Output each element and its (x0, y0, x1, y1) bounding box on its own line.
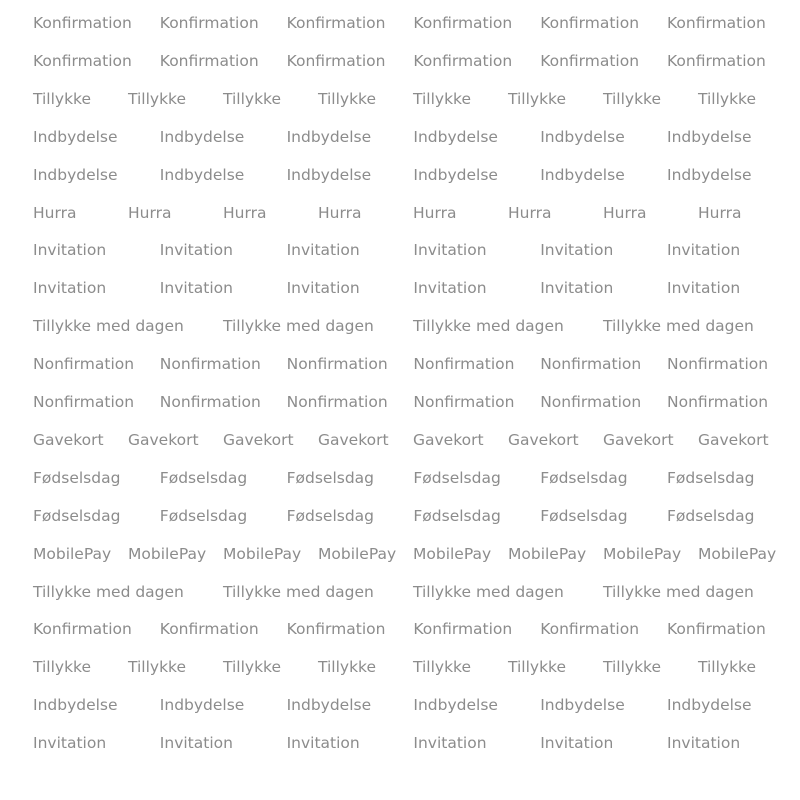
pattern-word: Konfirmation (667, 620, 766, 639)
pattern-word: Konfirmation (413, 620, 513, 639)
pattern-word: Konfirmation (413, 14, 513, 32)
pattern-word: Tillykke (698, 89, 757, 108)
pattern-word: Konfirmation (667, 51, 766, 70)
pattern-word: Invitation (413, 734, 487, 753)
pattern-word: Fødselsdag (286, 506, 375, 525)
pattern-word: Fødselsdag (667, 468, 755, 487)
pattern-word: Konfirmation (159, 51, 259, 70)
pattern-word: Tillykke (508, 658, 567, 677)
pattern-word: Gavekort (698, 430, 769, 449)
word-row (0, 506, 800, 544)
pattern-word: Fødselsdag (159, 506, 248, 525)
pattern-word: Hurra (128, 203, 172, 222)
pattern-word: Invitation (413, 279, 487, 298)
pattern-word: MobilePay (33, 544, 112, 563)
pattern-word: Tillykke (698, 658, 757, 677)
pattern-word: Hurra (698, 203, 742, 222)
pattern-word: Fødselsdag (33, 506, 121, 525)
pattern-word: Tillykke med dagen (413, 317, 564, 336)
pattern-word: Indbydelse (286, 696, 372, 715)
pattern-word: Fødselsdag (286, 468, 375, 487)
pattern-word: Nonfirmation (667, 393, 769, 411)
pattern-word: Hurra (508, 203, 552, 222)
word-row (0, 127, 800, 165)
pattern-word: Hurra (318, 203, 362, 222)
pattern-word: Nonfirmation (33, 355, 135, 374)
word-row (0, 240, 800, 278)
pattern-word: Invitation (159, 279, 233, 298)
pattern-word: Gavekort (33, 430, 104, 449)
pattern-word: Invitation (159, 734, 233, 753)
pattern-word: Nonfirmation (286, 355, 388, 374)
word-row (0, 89, 800, 127)
pattern-word: Fødselsdag (540, 468, 628, 487)
pattern-word: Gavekort (508, 430, 579, 449)
pattern-word: Konfirmation (33, 620, 132, 639)
pattern-word: Invitation (286, 241, 360, 260)
pattern-word: Hurra (603, 203, 647, 222)
pattern-word: Indbydelse (540, 696, 625, 715)
pattern-word: Hurra (33, 203, 77, 222)
pattern-word: Nonfirmation (159, 393, 261, 411)
pattern-word: Invitation (540, 241, 614, 260)
pattern-word: Konfirmation (33, 51, 132, 70)
word-row (0, 468, 800, 506)
pattern-word: Gavekort (603, 430, 674, 449)
pattern-word: Konfirmation (286, 14, 386, 32)
pattern-word: Invitation (667, 241, 741, 260)
pattern-word: Hurra (223, 203, 267, 222)
pattern-word: Konfirmation (540, 51, 640, 70)
word-row (0, 316, 800, 354)
pattern-word: MobilePay (413, 544, 492, 563)
pattern-word: Indbydelse (33, 696, 118, 715)
word-row (0, 203, 800, 241)
pattern-word: Fødselsdag (33, 468, 121, 487)
word-row (0, 392, 800, 430)
pattern-word: MobilePay (128, 544, 207, 563)
pattern-word: Tillykke med dagen (603, 582, 754, 601)
pattern-word: Invitation (33, 241, 107, 260)
pattern-word: Nonfirmation (159, 355, 261, 374)
pattern-word: MobilePay (318, 544, 397, 563)
pattern-word: Tillykke (223, 89, 282, 108)
pattern-word: Tillykke (413, 658, 472, 677)
pattern-word: MobilePay (223, 544, 302, 563)
pattern-word: Indbydelse (540, 165, 625, 184)
pattern-word: Konfirmation (540, 620, 640, 639)
pattern-word: Nonfirmation (667, 355, 769, 374)
pattern-word: Konfirmation (540, 14, 640, 32)
pattern-word: Invitation (667, 279, 741, 298)
pattern-word: Tillykke (128, 89, 187, 108)
pattern-word: Konfirmation (33, 14, 132, 32)
pattern-word: Tillykke (128, 658, 187, 677)
pattern-word: Indbydelse (413, 127, 498, 146)
word-row (0, 51, 800, 89)
pattern-word: Tillykke med dagen (413, 582, 564, 601)
pattern-word: Tillykke (603, 89, 662, 108)
word-row (0, 733, 800, 771)
pattern-word: Indbydelse (667, 165, 752, 184)
pattern-word: Konfirmation (667, 14, 766, 32)
pattern-word: Invitation (540, 279, 614, 298)
pattern-word: Tillykke (33, 89, 92, 108)
pattern-word: Nonfirmation (286, 393, 388, 411)
pattern-word: Tillykke (318, 89, 377, 108)
pattern-word: Tillykke (508, 89, 567, 108)
pattern-word: Invitation (159, 241, 233, 260)
pattern-word: Nonfirmation (413, 393, 515, 411)
pattern-word: Indbydelse (413, 165, 498, 184)
pattern-word: Tillykke (33, 658, 92, 677)
pattern-word: Nonfirmation (540, 355, 642, 374)
pattern-word: Indbydelse (286, 127, 372, 146)
word-row (0, 165, 800, 203)
word-row (0, 354, 800, 392)
pattern-word: Fødselsdag (413, 468, 501, 487)
pattern-word: Fødselsdag (667, 506, 755, 525)
pattern-word: Tillykke (223, 658, 282, 677)
pattern-word: Fødselsdag (413, 506, 501, 525)
pattern-word: Tillykke med dagen (33, 582, 184, 601)
pattern-word: Invitation (286, 279, 360, 298)
pattern-word: Konfirmation (159, 14, 259, 32)
word-row (0, 619, 800, 657)
pattern-word: Gavekort (223, 430, 294, 449)
pattern-word: Invitation (33, 279, 107, 298)
pattern-word: MobilePay (508, 544, 587, 563)
pattern-word: Fødselsdag (540, 506, 628, 525)
pattern-word: Indbydelse (667, 696, 752, 715)
pattern-word: Gavekort (318, 430, 389, 449)
pattern-word: Konfirmation (413, 51, 513, 70)
word-row (0, 430, 800, 468)
word-row (0, 657, 800, 695)
pattern-word: Invitation (667, 734, 741, 753)
pattern-word: MobilePay (698, 544, 777, 563)
pattern-word: Tillykke med dagen (223, 582, 374, 601)
word-row (0, 544, 800, 582)
pattern-word: Tillykke med dagen (603, 317, 754, 336)
word-row (0, 278, 800, 316)
pattern-word: Tillykke med dagen (223, 317, 374, 336)
pattern-word: Fødselsdag (159, 468, 248, 487)
pattern-word: Nonfirmation (33, 393, 135, 411)
pattern-word: Gavekort (128, 430, 199, 449)
pattern-word: Indbydelse (540, 127, 625, 146)
pattern-word: Invitation (33, 734, 107, 753)
pattern-word: Tillykke (603, 658, 662, 677)
pattern-word: Indbydelse (286, 165, 372, 184)
pattern-word: Tillykke (318, 658, 377, 677)
pattern-word: Invitation (286, 734, 360, 753)
pattern-word: Nonfirmation (540, 393, 642, 411)
pattern-word: Indbydelse (667, 127, 752, 146)
pattern-word: Konfirmation (286, 51, 386, 70)
pattern-word: Tillykke med dagen (33, 317, 184, 336)
pattern-word: Indbydelse (159, 696, 245, 715)
pattern-word: Indbydelse (413, 696, 498, 715)
pattern-word: Tillykke (413, 89, 472, 108)
pattern-word: Hurra (413, 203, 457, 222)
pattern-word: Indbydelse (159, 165, 245, 184)
pattern-word: Invitation (413, 241, 487, 260)
word-row (0, 582, 800, 620)
pattern-word: Nonfirmation (413, 355, 515, 374)
pattern-word: MobilePay (603, 544, 682, 563)
word-row (0, 13, 800, 51)
pattern-word: Indbydelse (159, 127, 245, 146)
pattern-word: Invitation (540, 734, 614, 753)
word-row (0, 695, 800, 733)
pattern-word: Konfirmation (286, 620, 386, 639)
pattern-word: Gavekort (413, 430, 484, 449)
pattern-word: Konfirmation (159, 620, 259, 639)
pattern-word: Indbydelse (33, 165, 118, 184)
pattern-word: Indbydelse (33, 127, 118, 146)
